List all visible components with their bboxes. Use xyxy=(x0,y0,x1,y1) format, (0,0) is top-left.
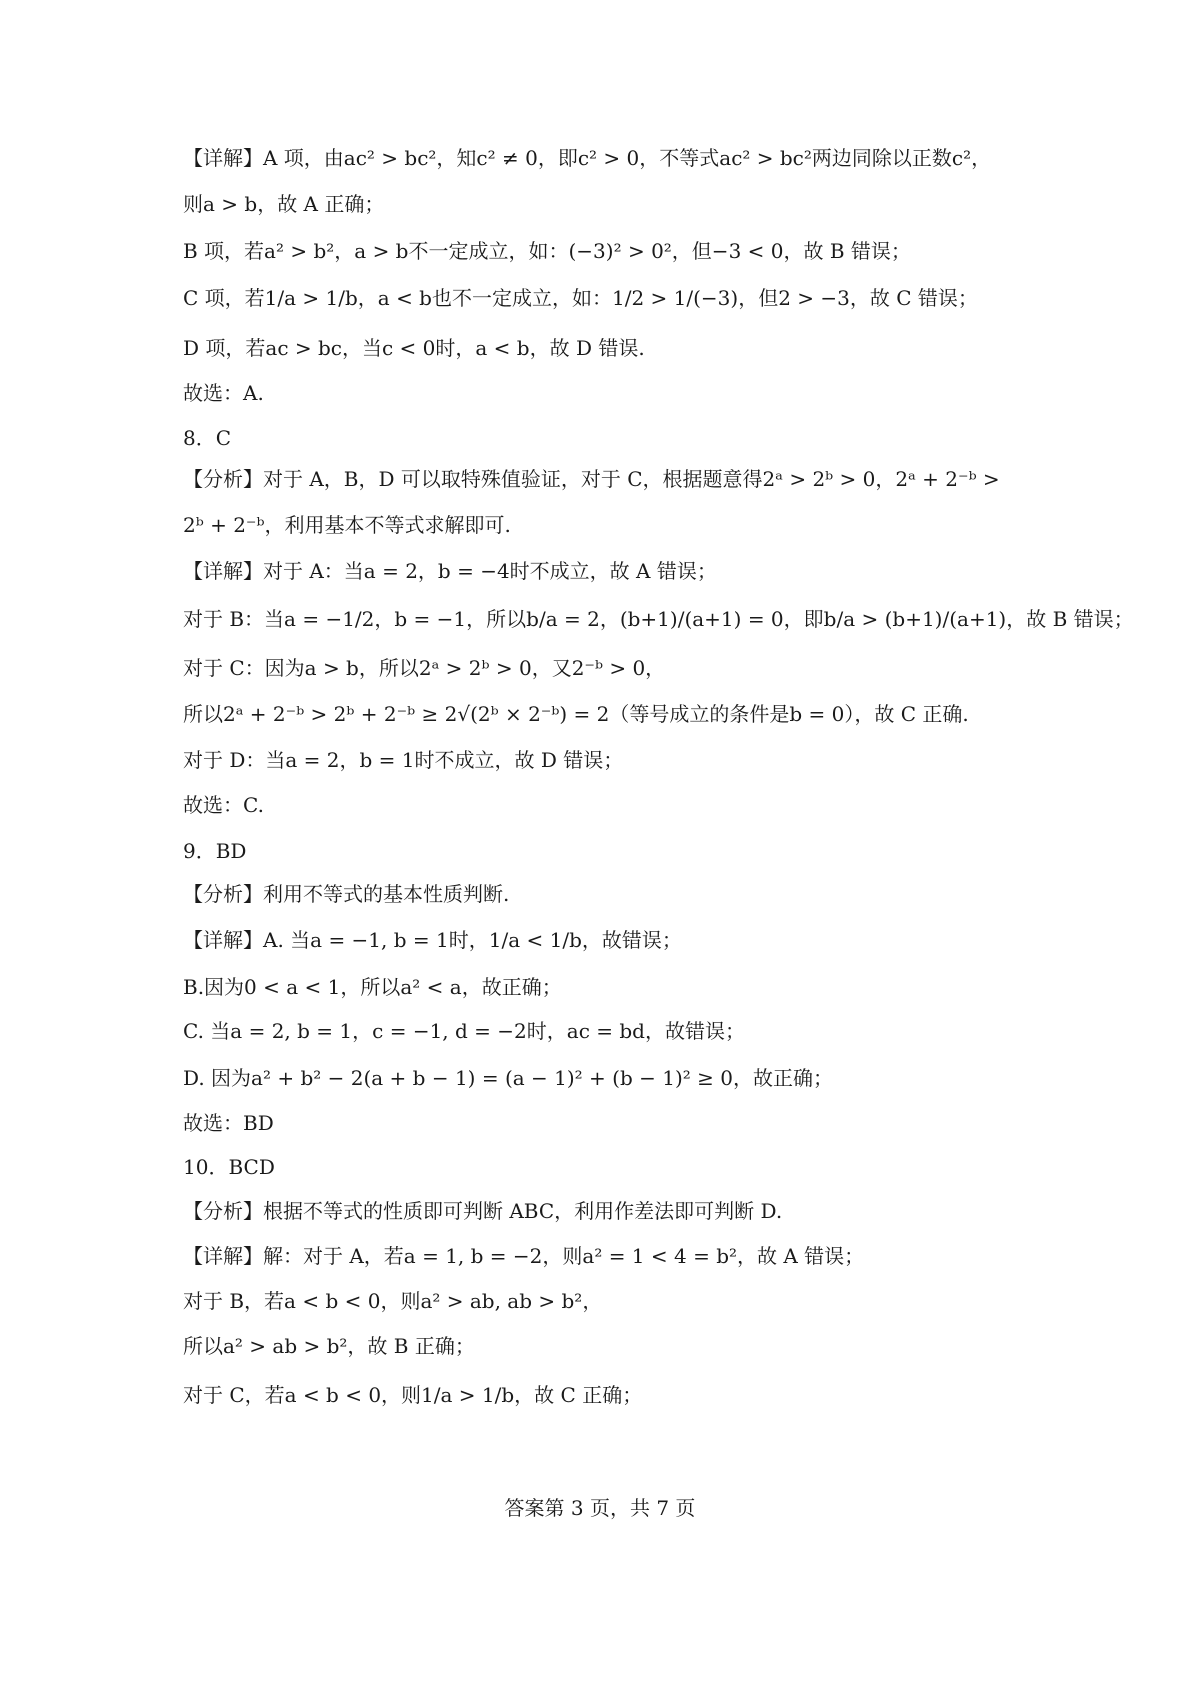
text-line: C 项，若1/a > 1/b，a < b也不一定成立，如：1/2 > 1/(−3)，但2 > −3，故 C 错误； xyxy=(183,286,978,310)
text-line: 【分析】对于 A，B，D 可以取特殊值验证，对于 C，根据题意得2ᵃ > 2ᵇ > 0，2ᵃ + 2⁻ᵇ > xyxy=(183,467,1000,491)
text-line: 对于 C：因为a > b，所以2ᵃ > 2ᵇ > 0，又2⁻ᵇ > 0， xyxy=(183,656,666,680)
text-line: 所以a² > ab > b²，故 B 正确； xyxy=(183,1334,475,1358)
text-line: 故选：C. xyxy=(183,793,264,817)
text-line: 2ᵇ + 2⁻ᵇ，利用基本不等式求解即可. xyxy=(183,513,511,537)
question-number: 9．BD xyxy=(183,839,247,863)
text-line: 【详解】A. 当a = −1, b = 1时，1/a < 1/b，故错误； xyxy=(183,928,682,952)
question-number: 8．C xyxy=(183,426,232,450)
text-line: 【分析】利用不等式的基本性质判断. xyxy=(183,882,510,906)
text-line: 对于 C，若a < b < 0，则1/a > 1/b，故 C 正确； xyxy=(183,1383,643,1407)
text-line: 对于 D：当a = 2，b = 1时不成立，故 D 错误； xyxy=(183,748,624,772)
text-line: D 项，若ac > bc，当c < 0时，a < b，故 D 错误. xyxy=(183,336,645,360)
text-line: 对于 B：当a = −1/2，b = −1，所以b/a = 2，(b+1)/(a+1) = 0，即b/a > (b+1)/(a+1)，故 B 错误； xyxy=(183,607,1134,631)
text-line: 则a > b，故 A 正确； xyxy=(183,192,385,216)
text-line: 对于 B，若a < b < 0，则a² > ab, ab > b²， xyxy=(183,1289,603,1313)
page-footer: 答案第 3 页，共 7 页 xyxy=(504,1496,696,1520)
text-line: 故选：A. xyxy=(183,381,264,405)
question-number: 10．BCD xyxy=(183,1155,275,1179)
text-line: 【详解】对于 A：当a = 2，b = −4时不成立，故 A 错误； xyxy=(183,559,717,583)
text-line: B.因为0 < a < 1，所以a² < a，故正确； xyxy=(183,975,562,999)
text-line: D. 因为a² + b² − 2(a + b − 1) = (a − 1)² + (b − 1)² ≥ 0，故正确； xyxy=(183,1066,833,1090)
text-line: 故选：BD xyxy=(183,1111,274,1135)
text-line: 【详解】解：对于 A，若a = 1, b = −2，则a² = 1 < 4 = b²，故 A 错误； xyxy=(183,1244,865,1268)
text-line: 【分析】根据不等式的性质即可判断 ABC，利用作差法即可判断 D. xyxy=(183,1199,783,1223)
text-line: 所以2ᵃ + 2⁻ᵇ > 2ᵇ + 2⁻ᵇ ≥ 2√(2ᵇ × 2⁻ᵇ) = 2（等号成立的条件是b = 0），故 C 正确. xyxy=(183,702,969,726)
text-line: B 项，若a² > b²，a > b不一定成立，如：(−3)² > 0²，但−3 < 0，故 B 错误； xyxy=(183,239,911,263)
text-line: C. 当a = 2, b = 1，c = −1, d = −2时，ac = bd，故错误； xyxy=(183,1019,745,1043)
text-line: 【详解】A 项，由ac² > bc²，知c² ≠ 0，即c² > 0，不等式ac² > bc²两边同除以正数c²， xyxy=(183,146,992,170)
